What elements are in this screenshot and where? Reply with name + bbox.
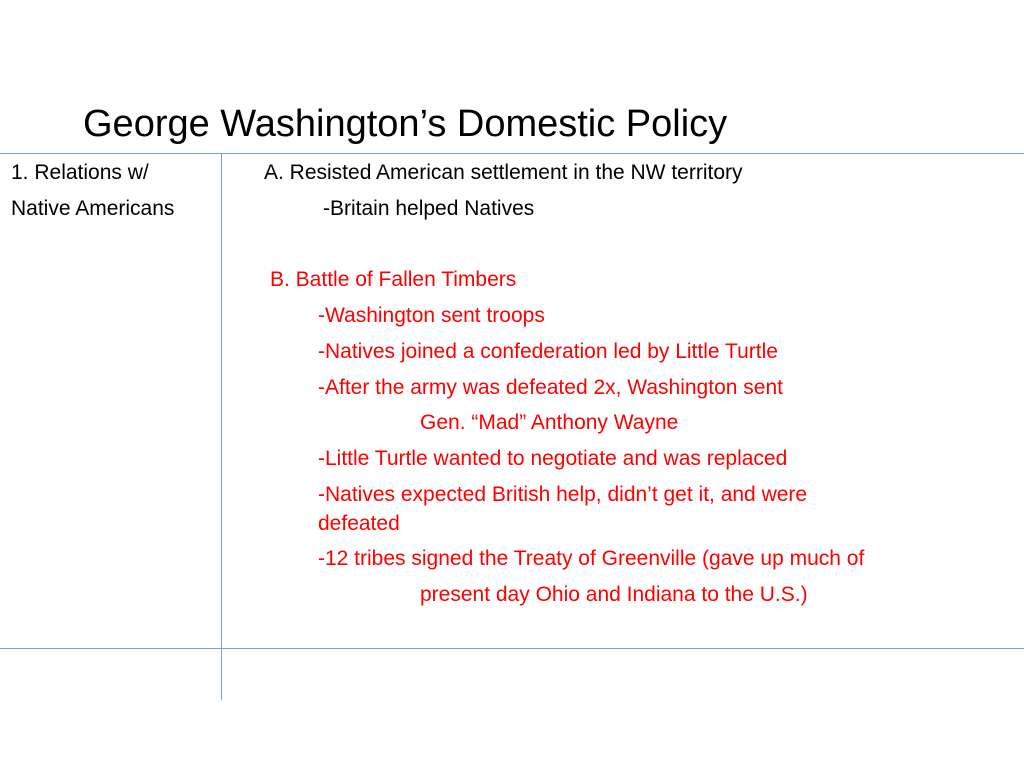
section-b-point: -Washington sent troops	[318, 304, 545, 327]
section-b-point: -Little Turtle wanted to negotiate and was replaced	[318, 447, 788, 470]
topic-label-line1: 1. Relations w/	[11, 161, 149, 184]
section-a-point: -Britain helped Natives	[323, 197, 535, 220]
section-b-heading: B. Battle of Fallen Timbers	[270, 268, 517, 291]
slide-title: George Washington’s Domestic Policy	[83, 103, 728, 145]
section-b-point: -After the army was defeated 2x, Washington sent	[318, 376, 783, 399]
section-b-point: -Natives joined a confederation led by Little Turtle	[318, 340, 778, 363]
section-b-point: -Natives expected British help, didn’t get it, and were	[318, 483, 808, 506]
topic-label-line2: Native Americans	[11, 197, 175, 220]
section-b-point-continuation: present day Ohio and Indiana to the U.S.)	[420, 583, 808, 606]
table-bottom-rule	[0, 648, 1024, 649]
section-b-point-continuation: Gen. “Mad” Anthony Wayne	[420, 411, 679, 434]
table-top-rule	[0, 153, 1024, 154]
section-b-point: -12 tribes signed the Treaty of Greenville (gave up much of	[318, 547, 865, 570]
column-divider	[221, 153, 222, 700]
section-a-heading: A. Resisted American settlement in the NW territory	[264, 161, 743, 184]
section-b-point-continuation: defeated	[318, 512, 400, 535]
